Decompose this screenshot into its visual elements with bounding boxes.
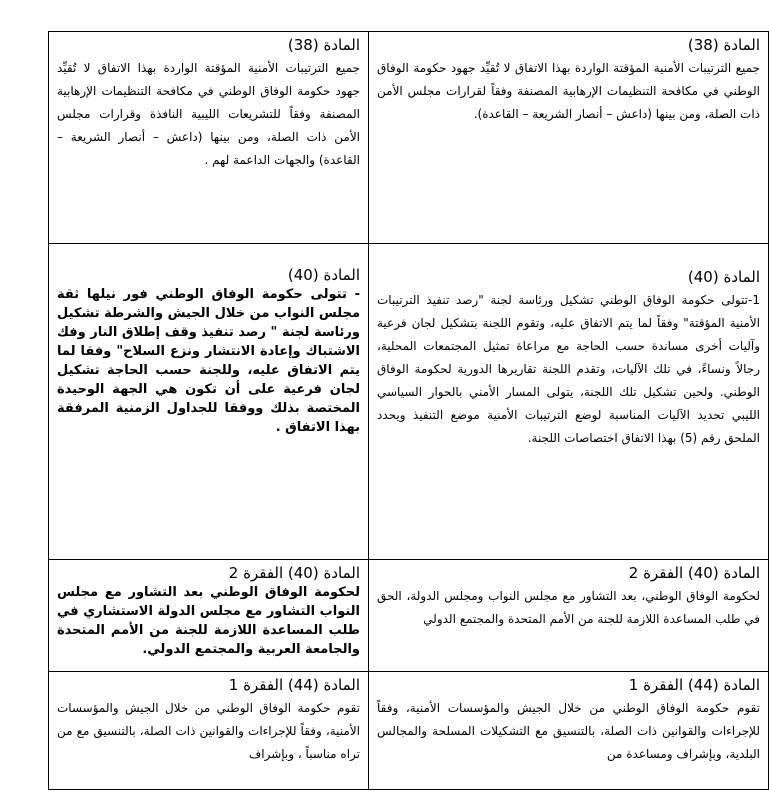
- article-text: تقوم حكومة الوفاق الوطني من خلال الجيش والمؤسسات الأمنية، وفقاً للإجراءات والقوانين ذات الصلة، بالتنسيق مع من تراه مناسباً ، وبإشراف: [57, 701, 360, 761]
- article-title: المادة (44) الفقرة 1: [628, 676, 760, 694]
- table-row: [49, 32, 769, 244]
- cell-right-article-40-para-2: [369, 560, 769, 672]
- cell-left-article-38: [49, 32, 369, 244]
- cell-right-article-40: [369, 244, 769, 560]
- article-text: جميع الترتيبات الأمنية المؤقتة الواردة بهذا الاتفاق لا تُقيِّد جهود حكومة الوفاق الوطني في مكافحة التنظيمات الإرهابية المصنفة وفقاً للتشريعات الليبية النافذة وقرارات مجلس الأمن ذات الصلة، ومن بينها (داعش – أنصار الشريعة – القاعدة) والجهات الداعمة لهم .: [57, 61, 360, 167]
- cell-left-article-44-para-1: [49, 672, 369, 790]
- article-text: لحكومة الوفاق الوطني بعد التشاور مع مجلس النواب التشاور مع مجلس الدولة الاستشاري في طلب المساعدة اللازمة للجنة من الأمم المتحدة والجامعة العربية والمجتمع الدولي.: [57, 585, 360, 657]
- article-text: لحكومة الوفاق الوطني، بعد التشاور مع مجلس النواب ومجلس الدولة، الحق في طلب المساعدة اللازمة للجنة من الأمم المتحدة والمجتمع الدولي: [377, 589, 760, 626]
- article-title: المادة (38): [687, 36, 760, 54]
- cell-right-article-38: [369, 32, 769, 244]
- article-text: تقوم حكومة الوفاق الوطني من خلال الجيش والمؤسسات الأمنية، وفقاً للإجراءات والقوانين ذات الصلة، بالتنسيق مع التشكيلات المسلحة والمجالس البلدية، وبإشراف ومساعدة من: [377, 701, 760, 761]
- article-title: المادة (40): [687, 268, 760, 286]
- article-title: المادة (40) الفقرة 2: [628, 564, 760, 582]
- article-title: المادة (40): [287, 266, 360, 284]
- article-text: - تتولى حكومة الوفاق الوطني فور نيلها ثقة مجلس النواب من خلال الجيش والشرطة تشكيل ورئاسة لجنة " رصد تنفيذ وقف إطلاق النار وفك الاشتباك وإعادة الانتشار ونزع السلاح" وفقا لما يتم الاتفاق عليه، وللجنة حسب الحاجة تشكيل لجان فرعية على أن تكون هي الجهة الوحيدة المختصة بذلك ووفقا للجداول الزمنية المرفقة بهذا الاتفاق .: [57, 287, 360, 435]
- comparison-table: [48, 31, 769, 790]
- article-title: المادة (38): [287, 36, 360, 54]
- table-row: [49, 244, 769, 560]
- article-title: المادة (40) الفقرة 2: [228, 564, 360, 582]
- cell-left-article-40-para-2: [49, 560, 369, 672]
- article-title: المادة (44) الفقرة 1: [228, 676, 360, 694]
- cell-right-article-44-para-1: [369, 672, 769, 790]
- cell-left-article-40: [49, 244, 369, 560]
- article-text: 1-تتولى حكومة الوفاق الوطني تشكيل ورئاسة لجنة "رصد تنفيذ الترتيبات الأمنية المؤقتة" وفقاً لما يتم الاتفاق عليه، وتقوم اللجنة بتشكيل لجان فرعية وآليات أخرى مساندة حسب الحاجة مع مراعاة تمثيل المجتمعات المحلية، رجالاً ونساءً، في تلك الآليات، وتقدم اللجنة تقاريرها الدورية لحكومة الوفاق الوطني. ولحين تشكيل تلك اللجنة، يتولى المسار الأمني بالحوار السياسي الليبي تحديد الآليات المناسبة لوضع الترتيبات الأمنية موضع التنفيذ ويحدد الملحق رقم (5) بهذا الاتفاق اختصاصات اللجنة.: [377, 293, 760, 445]
- article-text: جميع الترتيبات الأمنية المؤقتة الواردة بهذا الاتفاق لا تُقيِّد جهود حكومة الوفاق الوطني في مكافحة التنظيمات الإرهابية المصنفة وفقاً لقرارات مجلس الأمن ذات الصلة، ومن بينها (داعش – أنصار الشريعة – القاعدة).: [377, 61, 760, 121]
- table-row: [49, 560, 769, 672]
- table-row: [49, 672, 769, 790]
